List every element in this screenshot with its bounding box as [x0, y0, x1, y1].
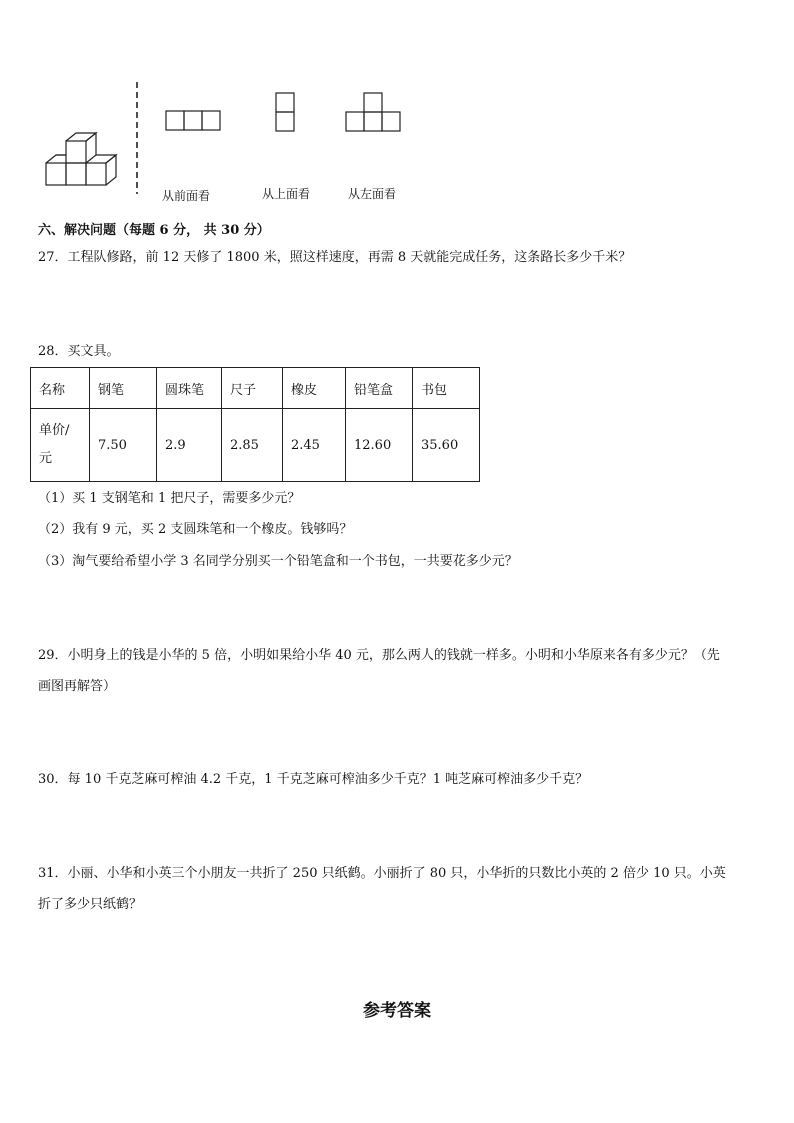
table-row [31, 409, 480, 482]
top-view-figure [275, 92, 297, 132]
table-cell: 钢笔 [90, 368, 157, 409]
question-28-sub3: （3）淘气要给希望小学 3 名同学分别买一个铅笔盒和一个书包，一共要花多少元？ [38, 554, 518, 569]
question-28-sub2: （2）我有 9 元，买 2 支圆珠笔和一个橡皮。钱够吗？ [38, 522, 353, 537]
table-cell: 12.60 [346, 409, 413, 482]
section-heading: 六、解决问题（每题 6 分， 共 30 分） [38, 223, 270, 238]
table-cell: 名称 [31, 368, 90, 409]
unit-label-line2: 元 [39, 451, 53, 466]
dashed-divider [134, 82, 140, 194]
table-cell: 2.9 [157, 409, 222, 482]
question-31-line2: 折了多少只纸鹤？ [38, 897, 143, 912]
front-view-figure [165, 110, 223, 132]
question-30: 30．每 10 千克芝麻可榨油 4.2 千克，1 千克芝麻可榨油多少千克？1 吨芝麻可榨油多少千克？ [38, 772, 589, 787]
table-cell: 35.60 [413, 409, 480, 482]
table-cell: 2.45 [283, 409, 346, 482]
table-cell: 圆珠笔 [157, 368, 222, 409]
front-view-label: 从前面看 [162, 189, 211, 203]
table-header-row [31, 368, 480, 409]
table-cell: 尺子 [222, 368, 283, 409]
table-cell: 铅笔盒 [346, 368, 413, 409]
table-cell: 7.50 [90, 409, 157, 482]
table-cell: 橡皮 [283, 368, 346, 409]
unit-label-line1: 单价/ [39, 423, 70, 438]
question-27: 27．工程队修路，前 12 天修了 1800 米，照这样速度，再需 8 天就能完成任务，这条路长多少千米？ [38, 250, 632, 265]
answers-title: 参考答案 [363, 1001, 431, 1021]
question-28-intro: 28．买文具。 [38, 344, 120, 359]
question-29-line2: 画图再解答） [38, 679, 117, 694]
price-table [30, 367, 480, 482]
question-31-line1: 31．小丽、小华和小英三个小朋友一共折了 250 只纸鹤。小丽折了 80 只，小华折的只数比小英的 2 倍少 10 只。小英 [38, 866, 726, 881]
question-28-sub1: （1）买 1 支钢笔和 1 把尺子，需要多少元？ [38, 491, 301, 506]
table-cell: 书包 [413, 368, 480, 409]
left-view-figure [345, 92, 405, 132]
question-29-line1: 29．小明身上的钱是小华的 5 倍，小明如果给小华 40 元，那么两人的钱就一样多。小明和小华原来各有多少元？（先 [38, 648, 720, 663]
top-view-label: 从上面看 [262, 187, 311, 201]
table-cell: 2.85 [222, 409, 283, 482]
left-view-label: 从左面看 [348, 187, 397, 201]
cube-stack-figure [40, 125, 130, 191]
unit-price-label-cell [31, 409, 90, 482]
